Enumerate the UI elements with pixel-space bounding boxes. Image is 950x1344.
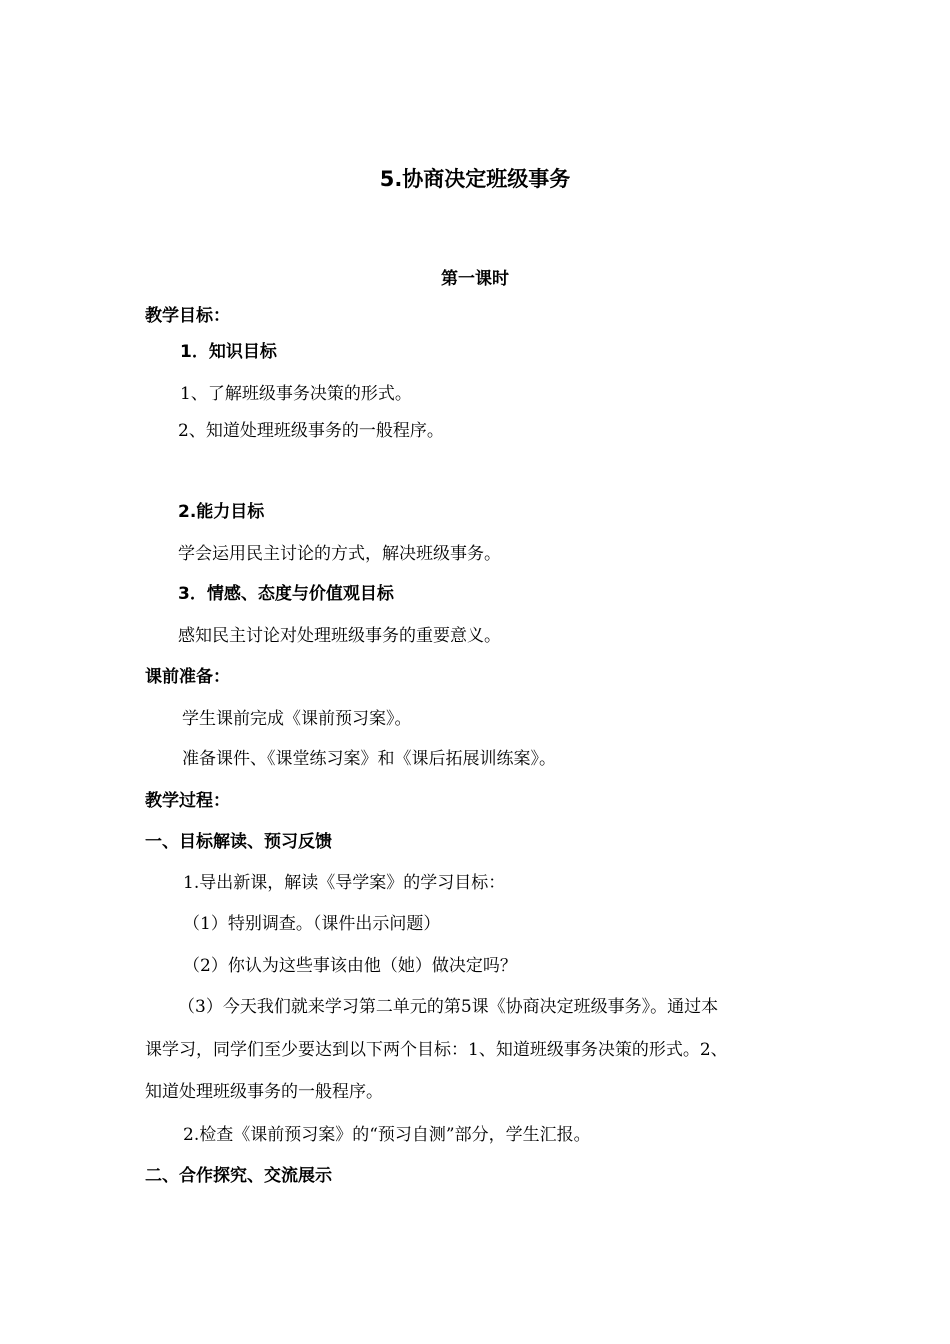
preparation-item: 准备课件、《课堂练习案》和《课后拓展训练案》。 — [182, 749, 556, 769]
process-step: 2.检查《课前预习案》的“预习自测”部分，学生汇报。 — [183, 1125, 591, 1145]
ability-objective-text: 学会运用民主讨论的方式，解决班级事务。 — [178, 544, 501, 564]
process-heading: 教学过程： — [145, 791, 230, 811]
process-step: 1.导出新课，解读《导学案》的学习目标： — [183, 873, 506, 893]
preparation-heading: 课前准备： — [145, 667, 230, 687]
preparation-item: 学生课前完成《课前预习案》。 — [182, 709, 412, 729]
emotion-objective-text: 感知民主讨论对处理班级事务的重要意义。 — [178, 626, 501, 646]
process-substep: （2）你认为这些事该由他（她）做决定吗？ — [183, 956, 517, 976]
section-heading: 二、合作探究、交流展示 — [145, 1166, 332, 1186]
knowledge-item: 2、知道处理班级事务的一般程序。 — [178, 421, 444, 441]
process-paragraph-line: 知道处理班级事务的一般程序。 — [145, 1082, 383, 1102]
document-title: 5.协商决定班级事务 — [379, 167, 571, 191]
knowledge-item: 1、了解班级事务决策的形式。 — [180, 384, 412, 404]
section-heading: 一、目标解读、预习反馈 — [145, 832, 332, 852]
process-paragraph-line: 课学习，同学们至少要达到以下两个目标：1、知道班级事务决策的形式。2、 — [145, 1040, 728, 1060]
ability-objective-heading: 2.能力目标 — [178, 502, 265, 522]
process-substep: （1）特别调查。（课件出示问题） — [183, 914, 441, 934]
objectives-heading: 教学目标： — [145, 306, 230, 326]
knowledge-objective-heading: 1．知识目标 — [180, 342, 277, 362]
process-paragraph-line: （3）今天我们就来学习第二单元的第5课《协商决定班级事务》。通过本 — [178, 997, 719, 1017]
emotion-objective-heading: 3．情感、态度与价值观目标 — [178, 584, 394, 604]
lesson-period: 第一课时 — [441, 269, 509, 289]
